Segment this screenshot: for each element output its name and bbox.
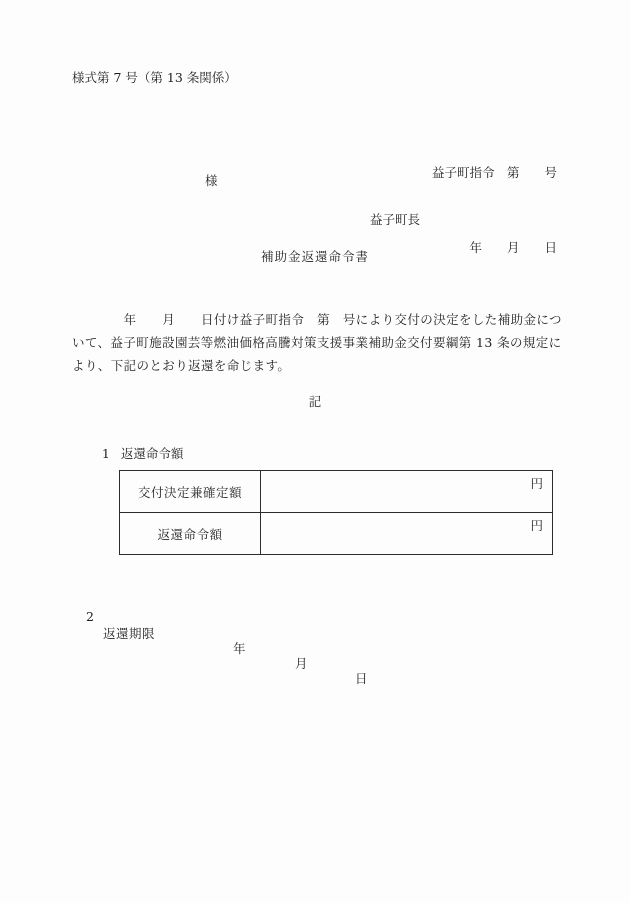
document-title: 補助金返還命令書: [260, 249, 369, 264]
body-paragraph: 年 月 日付け益子町指令 第 号により交付の決定をした補助金について、益子町施設園芸等燃油価格高騰対策支援事業補助金交付要綱第 13 条の規定により、下記のとおり返還を命じます。: [72, 312, 562, 373]
deadline-year-label: 年: [233, 641, 246, 656]
directive-number-line: 益子町指令 第 号: [431, 165, 557, 180]
row-label-grant-decided-amount: 交付決定兼確定額: [120, 471, 261, 513]
addressee-honorific: 様: [205, 173, 218, 188]
row-label-return-order-amount: 返還命令額: [120, 513, 261, 555]
header-right-block: [432, 110, 557, 310]
issue-date-line: 年 月 日: [469, 240, 557, 255]
form-number-label: 様式第 7 号（第 13 条関係）: [72, 70, 237, 85]
item-1-label: 返還命令額: [120, 446, 184, 461]
item-2-label: 返還期限: [103, 626, 156, 641]
unit-label-yen: 円: [530, 518, 543, 533]
ki-separator: 記: [308, 394, 322, 409]
amount-cell-grant-decided: [261, 471, 553, 513]
item-2-return-deadline: [0, 594, 630, 686]
item-1-number: 1: [101, 446, 110, 461]
deadline-month-label: 月: [295, 656, 308, 671]
unit-label-yen: 円: [530, 476, 543, 491]
deadline-day-label: 日: [355, 671, 368, 686]
issuer-name: 益子町長: [370, 212, 421, 227]
table-row-grant-decided-amount: [120, 471, 553, 513]
amount-cell-return-order: [261, 513, 553, 555]
repayment-amount-table: [119, 470, 553, 555]
item-2-number: 2: [86, 609, 94, 624]
table-row-return-order-amount: [120, 513, 553, 555]
